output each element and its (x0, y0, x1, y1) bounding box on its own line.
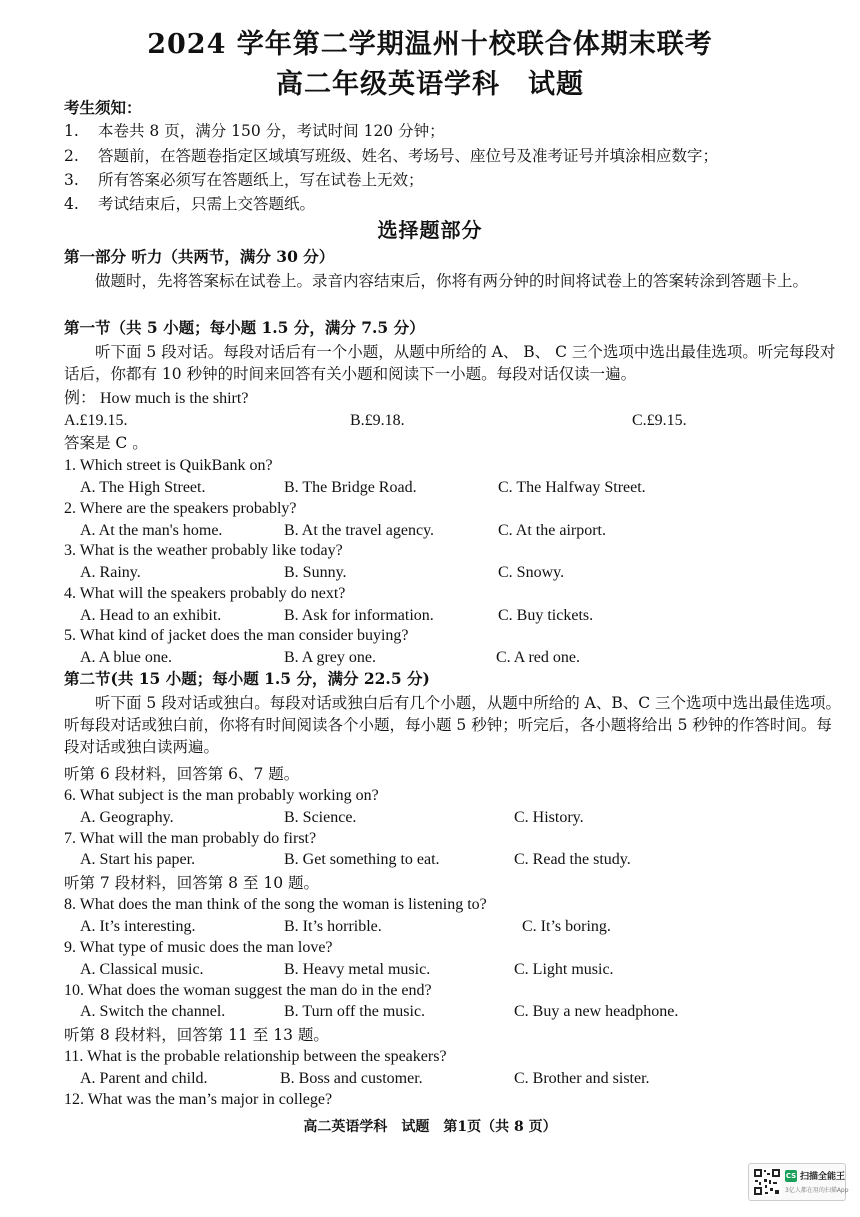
question-6: 6. What subject is the man probably working on? (64, 787, 379, 804)
question-10: 10. What does the woman suggest the man do in the end? (64, 982, 432, 999)
q5-option-c: C. A red one. (496, 649, 580, 666)
q7-option-a: A. Start his paper. (80, 851, 196, 868)
q6-option-c: C. History. (514, 809, 584, 826)
part1-heading: 第一部分 听力（共两节，满分 30 分） (64, 247, 335, 266)
q7-option-b: B. Get something to eat. (284, 851, 440, 868)
q9-option-c: C. Light music. (514, 961, 614, 978)
question-11: 11. What is the probable relationship between the speakers? (64, 1048, 447, 1065)
material-6-instruction: 听第 6 段材料，回答第 6、7 题。 (64, 765, 300, 783)
sec2-heading: 第二节(共 15 小题；每小题 1.5 分，满分 22.5 分) (64, 669, 430, 688)
example-answer: 答案是 C 。 (64, 434, 148, 452)
q6-option-b: B. Science. (284, 809, 357, 826)
material-8-instruction: 听第 8 段材料，回答第 11 至 13 题。 (64, 1026, 329, 1044)
q10-option-c: C. Buy a new headphone. (514, 1003, 679, 1020)
question-8: 8. What does the man think of the song the woman is listening to? (64, 896, 487, 913)
q2-option-c: C. At the airport. (498, 522, 606, 539)
exam-title: 2024 学年第二学期温州十校联合体期末联考 (147, 29, 713, 60)
q6-option-a: A. Geography. (80, 809, 174, 826)
q4-option-b: B. Ask for information. (284, 607, 434, 624)
example-option-b: B.£9.18. (350, 412, 405, 429)
q7-option-c: C. Read the study. (514, 851, 631, 868)
cs-badge-icon: CS (785, 1172, 797, 1180)
notice-heading: 考生须知： (64, 98, 142, 117)
question-7: 7. What will the man probably do first? (64, 830, 317, 847)
scanner-tagline: 3亿人都在用的扫描App (785, 1187, 849, 1194)
q2-option-b: B. At the travel agency. (284, 522, 435, 539)
sec1-intro: 听下面 5 段对话。每段对话后有一个小题，从题中所给的 A、 B、 C 三个选项中选出最佳选项。听完每段对话后，你都有 10 秒钟的时间来回答有关小题和阅读下一小题。每段对话仅读一遍。 (64, 343, 836, 383)
q11-option-c: C. Brother and sister. (514, 1070, 650, 1087)
section-title: 选择题部分 (377, 218, 483, 242)
notice-item: 2. 答题前，在答题卷指定区域填写班级、姓名、考场号、座位号及准考证号并填涂相应数字； (64, 147, 719, 165)
q11-option-a: A. Parent and child. (80, 1070, 208, 1087)
question-3: 3. What is the weather probably like today? (64, 542, 343, 559)
q11-option-b: B. Boss and customer. (280, 1070, 423, 1087)
exam-subtitle (0, 62, 860, 101)
subtitle-grade-subject: 高二年级英语学科 (276, 69, 500, 100)
q9-option-b: B. Heavy metal music. (284, 961, 431, 978)
q8-option-a: A. It’s interesting. (80, 918, 196, 935)
subtitle-paper: 试题 (528, 69, 584, 100)
q2-option-a: A. At the man's home. (80, 522, 223, 539)
notice-item: 3. 所有答案必须写在答题纸上，写在试卷上无效； (64, 171, 424, 189)
scanner-app-name: 扫描全能王 (800, 1172, 846, 1182)
q4-option-c: C. Buy tickets. (498, 607, 594, 624)
material-7-instruction: 听第 7 段材料，回答第 8 至 10 题。 (64, 874, 320, 892)
q8-option-b: B. It’s horrible. (284, 918, 382, 935)
q5-option-b: B. A grey one. (284, 649, 376, 666)
page-footer: 高二英语学科 试题 第1页（共 8 页） (303, 1119, 557, 1135)
notice-item: 1. 本卷共 8 页，满分 150 分，考试时间 120 分钟； (64, 122, 445, 140)
notice-item: 4. 考试结束后，只需上交答题纸。 (64, 195, 316, 213)
question-2: 2. Where are the speakers probably? (64, 500, 297, 517)
q3-option-a: A. Rainy. (80, 564, 141, 581)
question-1: 1. Which street is QuikBank on? (64, 457, 273, 474)
question-5: 5. What kind of jacket does the man consider buying? (64, 627, 409, 644)
q1-option-c: C. The Halfway Street. (498, 479, 646, 496)
part1-intro: 做题时，先将答案标在试卷上。录音内容结束后，你将有两分钟的时间将试卷上的答案转涂到答题卡上。 (95, 272, 809, 290)
q3-option-c: C. Snowy. (498, 564, 565, 581)
question-12: 12. What was the man’s major in college? (64, 1091, 333, 1108)
scanner-watermark (748, 1163, 849, 1201)
q4-option-a: A. Head to an exhibit. (80, 607, 222, 624)
example-question: 例： How much is the shirt? (64, 390, 249, 407)
question-9: 9. What type of music does the man love? (64, 939, 333, 956)
example-option-c: C.£9.15. (632, 412, 687, 429)
q3-option-b: B. Sunny. (284, 564, 347, 581)
q1-option-a: A. The High Street. (80, 479, 206, 496)
example-option-a: A.£19.15. (64, 412, 128, 429)
q10-option-b: B. Turn off the music. (284, 1003, 426, 1020)
sec1-heading: 第一节（共 5 小题；每小题 1.5 分，满分 7.5 分） (64, 318, 425, 337)
question-4: 4. What will the speakers probably do next? (64, 585, 346, 602)
q1-option-b: B. The Bridge Road. (284, 479, 417, 496)
q10-option-a: A. Switch the channel. (80, 1003, 226, 1020)
sec2-intro: 听下面 5 段对话或独白。每段对话或独白后有几个小题，从题中所给的 A、B、C 三个选项中选出最佳选项。听每段对话或独白前，你将有时间阅读各个小题，每小题 5 秒钟；听完后，各小题将给出 5 秒钟的作答时间。每段对话或独白读两遍。 (64, 694, 842, 756)
q9-option-a: A. Classical music. (80, 961, 204, 978)
q8-option-c: C. It’s boring. (522, 918, 611, 935)
qr-code-icon (753, 1168, 781, 1196)
q5-option-a: A. A blue one. (80, 649, 172, 666)
